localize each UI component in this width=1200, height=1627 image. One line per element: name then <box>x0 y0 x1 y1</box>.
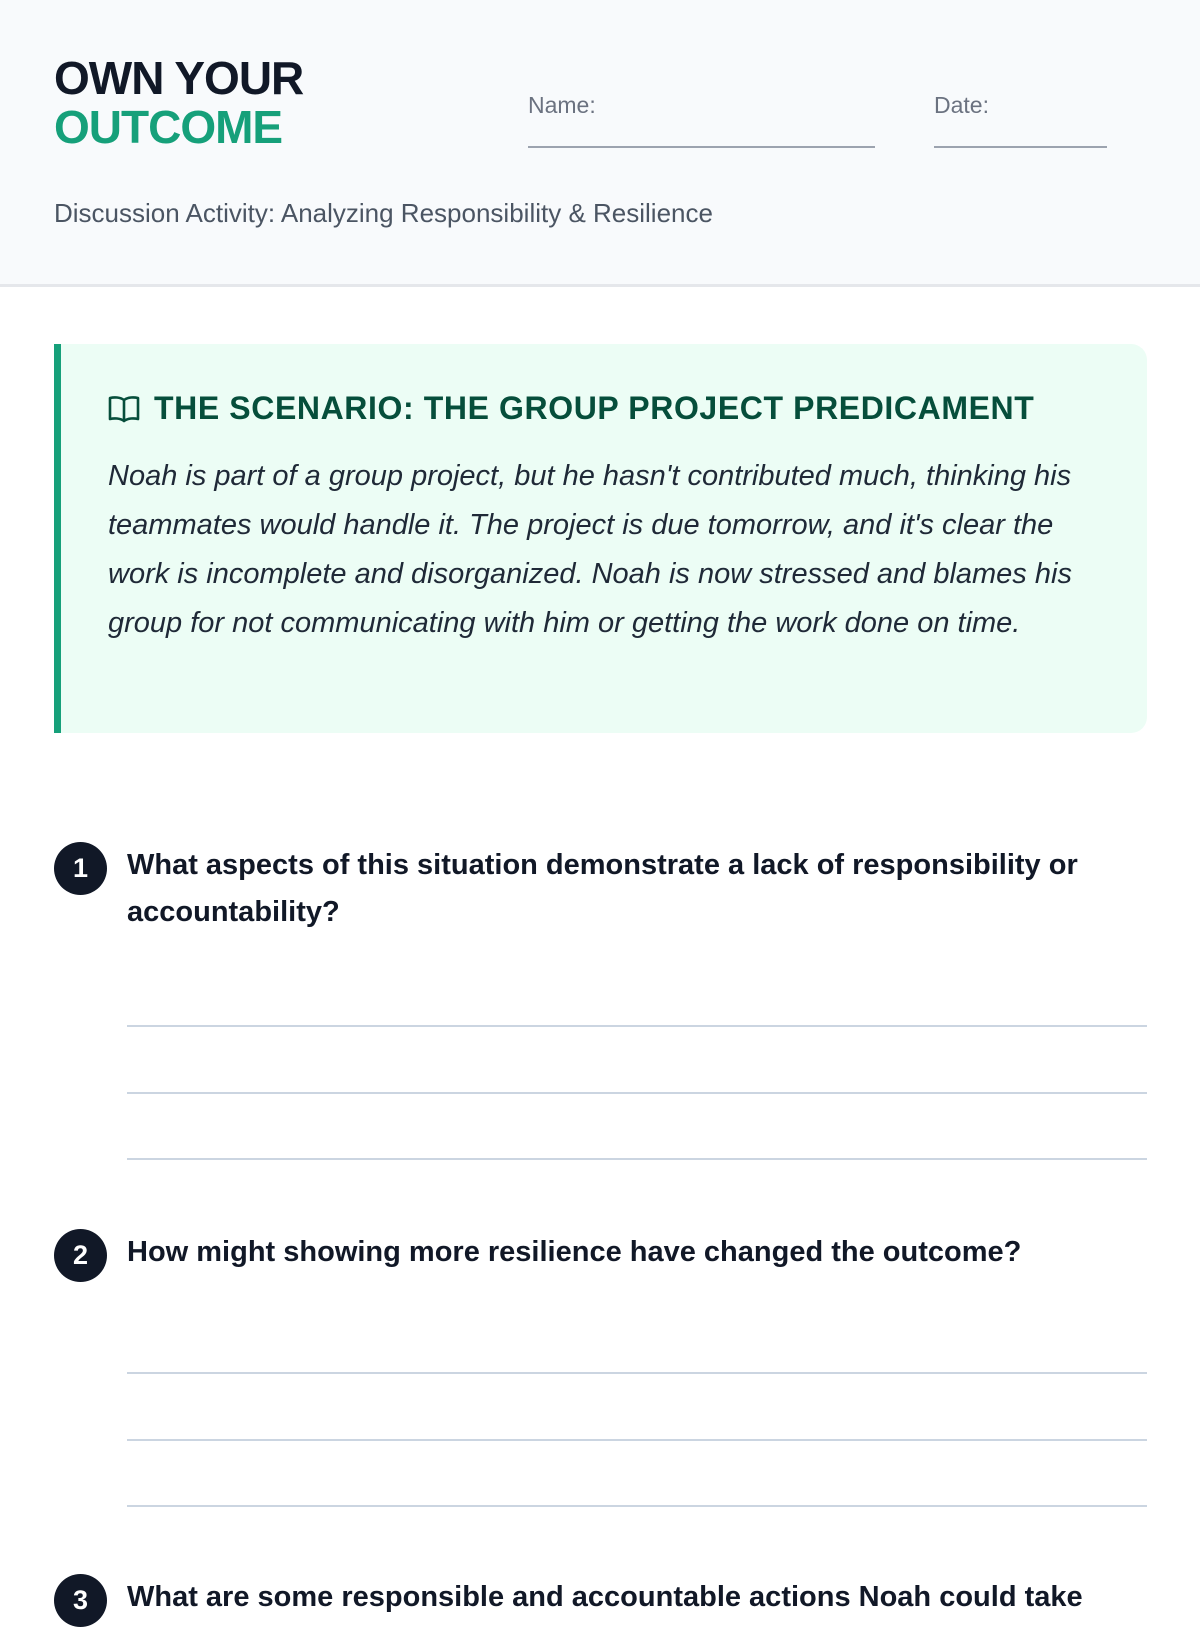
title-line-2: OUTCOME <box>54 101 283 153</box>
worksheet-title <box>54 54 303 152</box>
page-subtitle: Discussion Activity: Analyzing Responsibility & Resilience <box>54 198 713 228</box>
answer-line[interactable] <box>127 1372 1147 1374</box>
scenario-heading <box>108 390 1034 427</box>
question-text: How might showing more resilience have changed the outcome? <box>127 1236 1022 1268</box>
answer-line[interactable] <box>127 1505 1147 1507</box>
scenario-title: THE SCENARIO: THE GROUP PROJECT PREDICAMENT <box>154 390 1035 426</box>
name-label: Name: <box>528 92 596 118</box>
answer-line[interactable] <box>127 1439 1147 1441</box>
title-line-1: OWN YOUR <box>54 52 304 104</box>
name-field[interactable] <box>528 146 875 148</box>
question-text: What are some responsible and accountable actions Noah could take <box>127 1581 1083 1613</box>
date-field[interactable] <box>934 146 1107 148</box>
worksheet-header <box>0 0 1200 287</box>
scenario-text: Noah is part of a group project, but he hasn't contributed much, thinking his teammates would handle it. The project is due tomorrow, and it's clear the work is incomplete and disorganized. Noah is now stressed and blames his group for not communicating with him or getting the work done on time. <box>108 460 1072 639</box>
question-number-badge: 1 <box>54 842 107 895</box>
answer-line[interactable] <box>127 1158 1147 1160</box>
book-open-icon <box>108 394 140 424</box>
question-number-badge: 3 <box>54 1574 107 1627</box>
answer-line[interactable] <box>127 1092 1147 1094</box>
scenario-box <box>54 344 1147 733</box>
date-label: Date: <box>934 92 989 118</box>
question-text: What aspects of this situation demonstrate a lack of responsibility or accountability? <box>127 849 1078 928</box>
question-number-badge: 2 <box>54 1229 107 1282</box>
answer-line[interactable] <box>127 1025 1147 1027</box>
